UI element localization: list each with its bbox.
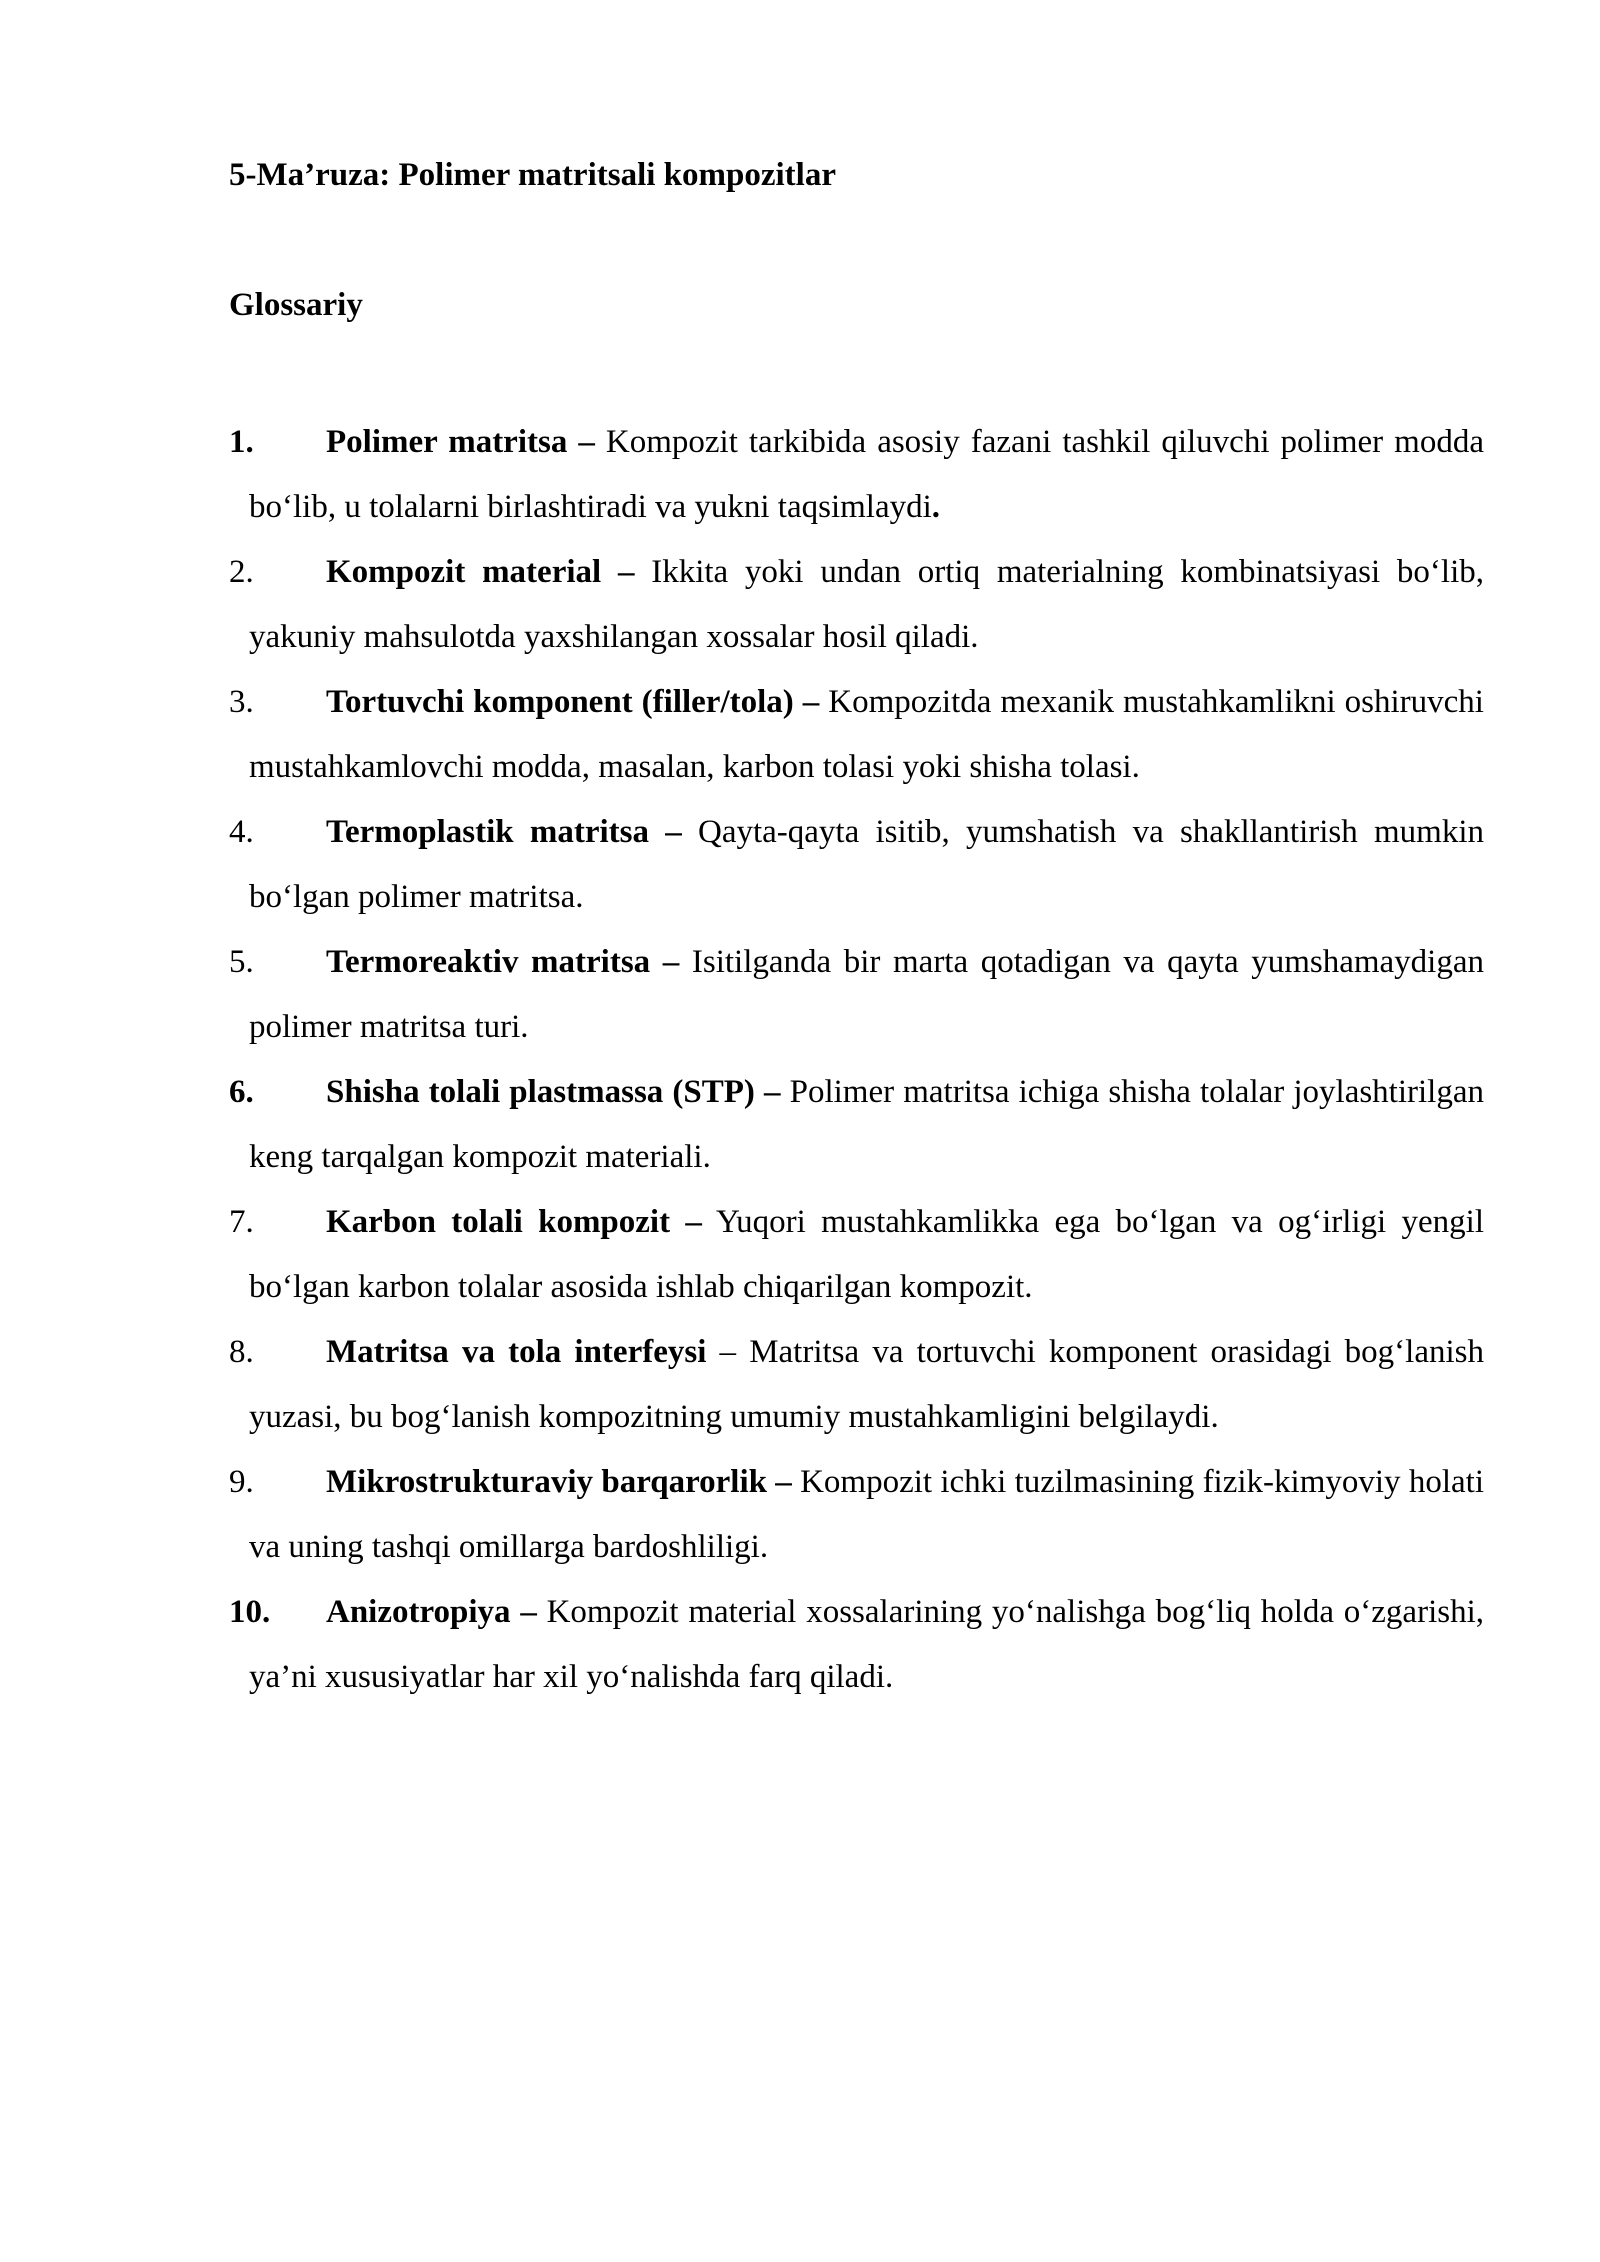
glossary-item [229, 1320, 1484, 1450]
glossary-term-name: Termoplastik matritsa [326, 814, 650, 850]
glossary-term-name: Karbon tolali kompozit [326, 1204, 671, 1240]
glossary-term-definition: Isitilganda bir marta qotadigan va qayta yumshamaydigan polimer matritsa turi. [249, 944, 1484, 1045]
glossary-term-dash: – [578, 424, 595, 460]
glossary-term-dash: – [662, 944, 680, 980]
glossary-term-definition: Kompozitda mexanik mustahkamlikni oshiruvchi mustahkamlovchi modda, masalan, karbon tolasi yoki shisha tolasi. [249, 684, 1484, 785]
glossary-item [229, 1060, 1484, 1190]
glossary-term-name: Kompozit material [326, 554, 602, 590]
glossary-term-dash: – [802, 684, 820, 720]
glossary-term-definition: Kompozit tarkibida asosiy fazani tashkil qiluvchi polimer modda bo‘lib, u tolalarni birlashtiradi va yukni taqsimlaydi [249, 424, 1484, 525]
glossary-item-number: 3. [229, 684, 254, 720]
glossary-term-name: Shisha tolali plastmassa (STP) [326, 1074, 755, 1110]
glossary-item [229, 670, 1484, 800]
glossary-term-name: Termoreaktiv matritsa [326, 944, 651, 980]
glossary-item [229, 1190, 1484, 1320]
glossary-item-number: 5. [229, 944, 254, 980]
glossary-term-dash: – [764, 1074, 781, 1110]
glossary-item-number: 6. [229, 1074, 254, 1110]
glossary-term-definition: Qayta-qayta isitib, yumshatish va shakllantirish mumkin bo‘lgan polimer matritsa. [249, 814, 1485, 915]
glossary-item [229, 540, 1484, 670]
glossary-term-dash: – [520, 1594, 537, 1630]
glossary-term-name: Tortuvchi komponent (filler/tola) [326, 684, 794, 720]
glossary-item-number: 8. [229, 1334, 254, 1370]
glossary-term-name: Matritsa va tola interfeysi [326, 1334, 707, 1370]
glossary-term-dash: – [775, 1464, 792, 1500]
glossary-item [229, 1450, 1484, 1580]
page-title: 5-Ma’ruza: Polimer matritsali kompozitlar [229, 157, 836, 193]
glossary-term-definition: Yuqori mustahkamlikka ega bo‘lgan va og‘irligi yengil bo‘lgan karbon tolalar asosida ishlab chiqarilgan kompozit. [249, 1204, 1484, 1305]
glossary-term-definition: Kompozit material xossalarining yo‘nalishga bog‘liq holda o‘zgarishi, ya’ni xususiyatlar har xil yo‘nalishda farq qiladi. [249, 1594, 1484, 1695]
document-content [229, 150, 1484, 1710]
glossary-term-definition: Polimer matritsa ichiga shisha tolalar joylashtirilgan keng tarqalgan kompozit materiali. [249, 1074, 1484, 1175]
glossary-term-dash: – [665, 814, 682, 850]
glossary-item-number: 2. [229, 554, 254, 590]
glossary-term-definition: Ikkita yoki undan ortiq materialning kombinatsiyasi bo‘lib, yakuniy mahsulotda yaxshilangan xossalar hosil qiladi. [249, 554, 1484, 655]
glossary-term-name: Polimer matritsa [326, 424, 568, 460]
glossary-list [229, 410, 1484, 1710]
glossary-item-number: 4. [229, 814, 254, 850]
glossary-item [229, 1580, 1484, 1710]
glossary-item-number: 7. [229, 1204, 254, 1240]
glossary-item-number: 1. [229, 424, 254, 460]
glossary-term-definition: Matritsa va tortuvchi komponent orasidagi bog‘lanish yuzasi, bu bog‘lanish kompozitning umumiy mustahkamligini belgilaydi. [249, 1334, 1484, 1435]
glossary-item [229, 410, 1484, 540]
glossary-item [229, 800, 1484, 930]
glossary-term-name: Mikrostrukturaviy barqarorlik [326, 1464, 767, 1500]
glossary-item [229, 930, 1484, 1060]
glossary-term-definition: Kompozit ichki tuzilmasining fizik-kimyoviy holati va uning tashqi omillarga bardoshliligi. [249, 1464, 1484, 1565]
glossary-term-dash: – [617, 554, 635, 590]
glossary-term-dash: – [719, 1334, 737, 1370]
glossary-item-number: 9. [229, 1464, 254, 1500]
section-heading-glossary: Glossariy [229, 287, 363, 323]
glossary-term-dash: – [685, 1204, 702, 1240]
glossary-item-number: 10. [229, 1594, 271, 1630]
glossary-term-end: . [931, 489, 941, 525]
glossary-term-name: Anizotropiya [326, 1594, 511, 1630]
